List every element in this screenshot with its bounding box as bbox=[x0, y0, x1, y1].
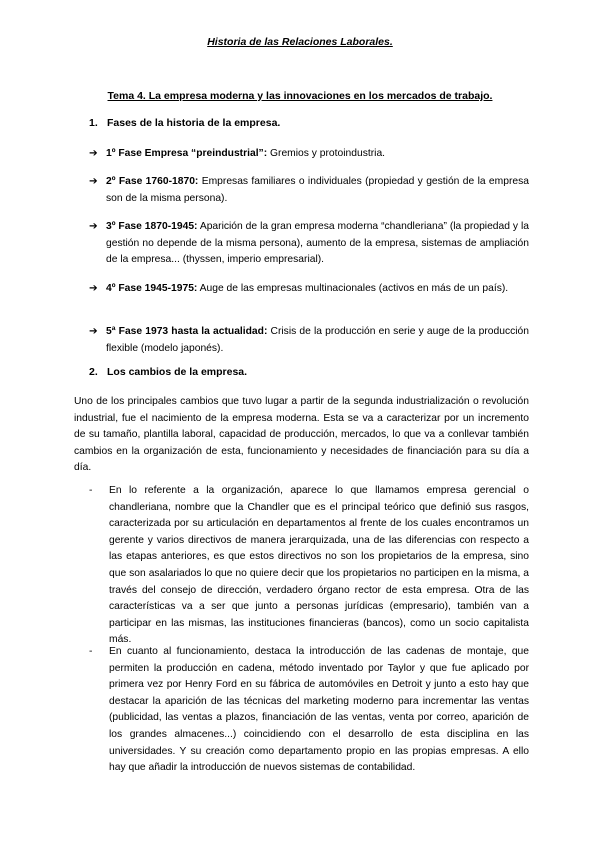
section-2-number: 2. bbox=[89, 366, 98, 378]
arrow-icon: ➔ bbox=[89, 221, 98, 232]
intro-paragraph: Uno de los principales cambios que tuvo lugar a partir de la segunda industrialización o revolución industrial, fue el nacimiento de la empresa moderna. Esta se va a caracterizar por un incremento de su tamaño, plantilla laboral, capacidad de producción, mercados, lo que va a conllevar también cambios en la organización de esta, funcionamiento y necesidades de financiación para su día a día. bbox=[74, 396, 529, 474]
phase-label: 1º Fase Empresa “preindustrial”: bbox=[106, 148, 268, 159]
phase-text: Crisis de la producción en serie y auge de la producción flexible (modelo japonés). bbox=[106, 326, 530, 354]
phase-item bbox=[89, 324, 529, 357]
phase-text: Empresas familiares o individuales (propiedad y gestión de la empresa son de la misma persona). bbox=[106, 176, 529, 204]
section-1-title: Fases de la historia de la empresa. bbox=[107, 117, 281, 129]
phase-item bbox=[89, 146, 529, 163]
phase-item bbox=[89, 281, 529, 298]
document-title: Historia de las Relaciones Laborales. bbox=[207, 36, 393, 48]
phase-label: 4º Fase 1945-1975: bbox=[106, 283, 198, 294]
phase-text: Auge de las empresas multinacionales (activos en más de un país). bbox=[197, 283, 509, 294]
bullet-text: En lo referente a la organización, aparece lo que llamamos empresa gerencial o chandleriana, nombre que la Chandler que es el principal teórico que definió sus rasgos, caracterizada por su articulación en departamentos al frente de los cuales encontramos un gerente y varios directivos de manera jerarquizada, una de las diferencias con respecto a las etapas anteriores, es que estos directivos no son los propietarios de la empresa, sino que son asalariados lo que no quiere decir que los propietarios no participen en la misma, a través del consejo de dirección, verdadero órgano rector de esta empresa. Otra de las características va a ser que junto a personas jurídicas (empresario), también van a participar en las mismas, las instituciones financieras (bancos), como un socio capitalista más. bbox=[109, 485, 529, 646]
phase-item bbox=[89, 174, 529, 207]
section-1-heading bbox=[89, 117, 280, 129]
arrow-icon: ➔ bbox=[89, 148, 98, 159]
bullet-text: En cuanto al funcionamiento, destaca la introducción de las cadenas de montaje, que permiten la producción en cadena, método inventado por Taylor y que fue aplicado por primera vez por Henry Ford en su fábrica de automóviles en Detroit y junto a esto hay que destacar la aparición de las técnicas del marketing moderno para incrementar las ventas (publicidad, las ventas a plazos, financiación de las ventas, venta por correo, aparición de los grandes almacenes...) coincidiendo con el desarrollo de esta disciplina en las universidades. Y su creación como departamento propio en las propias empresas. A ello hay que añadir la introducción de nuevos sistemas de contabilidad. bbox=[109, 646, 529, 774]
phase-text: Aparición de la gran empresa moderna “chandleriana” (la propiedad y la gestión no depende de la misma persona), aumento de la empresa, sistemas de ampliación de la empresa... (thyssen, imperio empresarial). bbox=[106, 221, 529, 265]
phase-label: 2º Fase 1760-1870: bbox=[106, 176, 199, 187]
bullet-item bbox=[89, 644, 529, 777]
phase-label: 3º Fase 1870-1945: bbox=[106, 221, 198, 232]
bullet-item bbox=[89, 483, 529, 649]
phase-label: 5ª Fase 1973 hasta la actualidad: bbox=[106, 326, 268, 337]
section-2-title: Los cambios de la empresa. bbox=[107, 366, 248, 378]
section-1-number: 1. bbox=[89, 117, 98, 129]
arrow-icon: ➔ bbox=[89, 283, 98, 294]
dash-bullet: - bbox=[89, 485, 93, 496]
phase-text: Gremios y protoindustria. bbox=[267, 148, 386, 159]
phase-item bbox=[89, 219, 529, 269]
arrow-icon: ➔ bbox=[89, 326, 98, 337]
arrow-icon: ➔ bbox=[89, 176, 98, 187]
topic-title: Tema 4. La empresa moderna y las innovaciones en los mercados de trabajo. bbox=[107, 90, 493, 102]
section-2-heading bbox=[89, 366, 247, 378]
dash-bullet: - bbox=[89, 646, 93, 657]
